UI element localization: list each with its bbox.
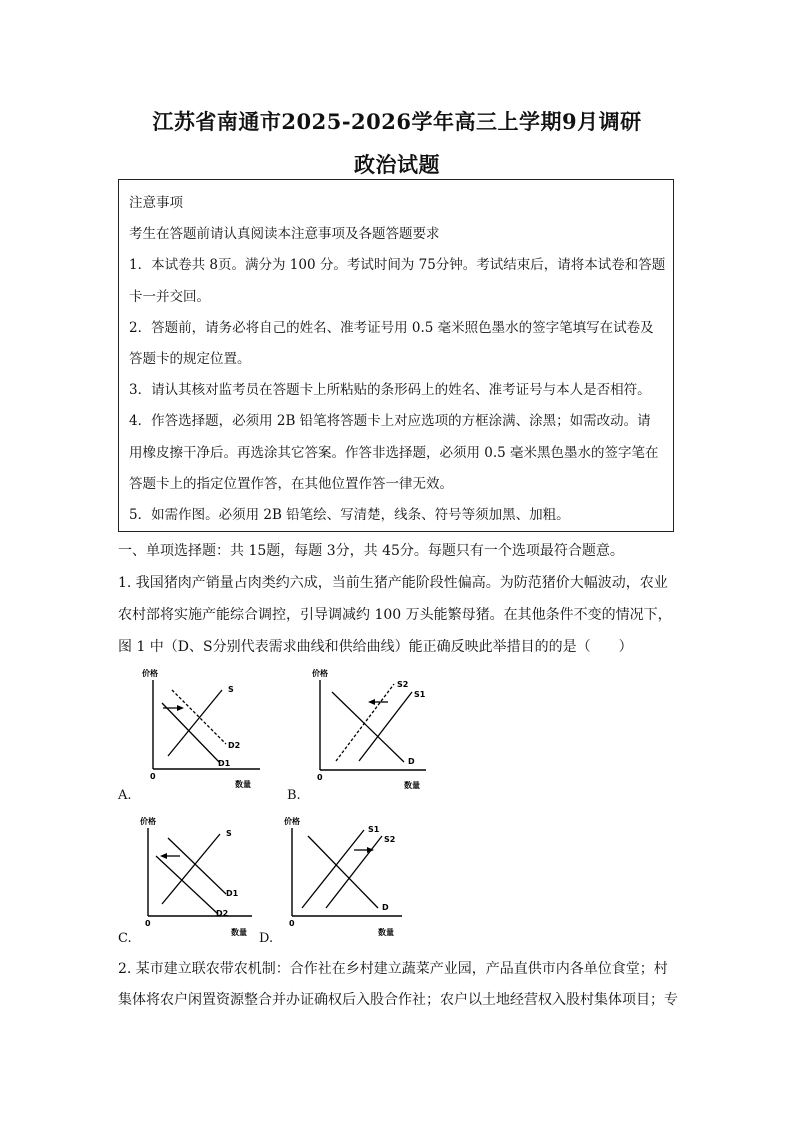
figure-d [278, 812, 418, 942]
curve-label: S1 [414, 690, 426, 699]
curve-label: S2 [384, 835, 396, 844]
question-1-line: 农村部将实施产能综合调控，引导调减约 100 万头能繁母猪。在其他条件不变的情况下， [118, 607, 672, 623]
supply-curve-s2 [326, 836, 382, 908]
figure-c [134, 812, 274, 942]
curve-label: D [408, 757, 415, 766]
notice-line: 5．如需作图。必须用 2B 铅笔绘、写清楚，线条、符号等须加黑、加粗。 [129, 507, 570, 524]
notice-line: 答题卡的规定位置。 [129, 351, 251, 368]
notice-line: 答题卡上的指定位置作答，在其他位置作答一律无效。 [129, 475, 453, 492]
supply-curve-s2 [336, 684, 394, 761]
curve-label: S [226, 829, 232, 838]
y-axis-label: 价格 [142, 669, 158, 678]
question-1-line: 1. 我国猪肉产销量占肉类约六成，当前生猪产能阶段性偏高。为防范猪价大幅波动，农业 [118, 575, 668, 591]
option-c-label: C. [118, 931, 132, 946]
notice-heading: 注意事项 [129, 195, 183, 211]
x-axis-label: 数量 [235, 780, 251, 789]
notice-box [118, 179, 674, 532]
origin-label: 0 [145, 919, 151, 928]
exam-title: 江苏省南通市2025-2026学年高三上学期9月调研 [152, 109, 642, 134]
demand-curve [308, 836, 378, 908]
supply-curve-s1 [302, 830, 364, 908]
supply-curve [168, 690, 222, 756]
option-b-label: B. [287, 788, 301, 803]
notice-line: 卡一并交回。 [129, 288, 210, 305]
option-d-label: D. [259, 931, 274, 946]
section-heading: 一、单项选择题：共 15题，每题 3分，共 45分。每题只有一个选项最符合题意。 [118, 543, 624, 559]
question-2-line: 集体将农户闲置资源整合并办证确权后入股合作社；农户以土地经营权入股村集体项目；专 [118, 992, 678, 1008]
demand-curve-d2 [156, 856, 218, 914]
curve-label: S [228, 685, 234, 694]
question-1-line: 图 1 中（D、S分别代表需求曲线和供给曲线）能正确反映此举措目的的是（ ） [118, 639, 633, 655]
curve-label: D1 [218, 759, 231, 768]
option-a-label: A. [118, 788, 132, 803]
curve-label: D2 [216, 909, 229, 918]
curve-label: D1 [226, 889, 239, 898]
notice-line: 1．本试卷共 8页。满分为 100 分。考试时间为 75分钟。考试结束后，请将本试卷和答题 [129, 257, 666, 274]
notice-line: 3．请认其核对监考员在答题卡上所粘贴的条形码上的姓名、准考证号与本人是否相符。 [129, 382, 651, 399]
x-axis-label: 数量 [404, 781, 420, 790]
figure-a [140, 666, 280, 796]
origin-label: 0 [289, 919, 295, 928]
notice-line: 考生在答题前请认真阅读本注意事项及各题答题要求 [129, 226, 440, 243]
origin-label: 0 [317, 773, 323, 782]
y-axis-label: 价格 [140, 817, 156, 826]
figure-b [304, 666, 444, 796]
x-axis-label: 数量 [231, 928, 247, 937]
y-axis-label: 价格 [284, 817, 300, 826]
notice-line: 2．答题前，请务必将自己的姓名、准考证号用 0.5 毫米照色墨水的签字笔填写在试卷及 [129, 319, 654, 336]
notice-line: 用橡皮擦干净后。再选涂其它答案。作答非选择题，必须用 0.5 毫米黑色墨水的签字笔在 [129, 444, 659, 461]
x-axis-label: 数量 [378, 928, 394, 937]
notice-line: 4．作答选择题，必须用 2B 铅笔将答题卡上对应选项的方框涂满、涂黑；如需改动。请 [129, 413, 651, 430]
curve-label: S1 [368, 825, 380, 834]
origin-label: 0 [150, 772, 156, 781]
curve-label: S2 [397, 680, 409, 689]
y-axis-label: 价格 [312, 669, 328, 678]
exam-subject-title: 政治试题 [354, 152, 440, 177]
question-2-line: 2. 某市建立联农带农机制：合作社在乡村建立蔬菜产业园，产品直供市内各单位食堂；村 [118, 961, 668, 977]
demand-curve-d1 [162, 703, 220, 763]
curve-label: D [382, 903, 389, 912]
curve-label: D2 [228, 741, 241, 750]
demand-curve-d2 [172, 690, 226, 744]
